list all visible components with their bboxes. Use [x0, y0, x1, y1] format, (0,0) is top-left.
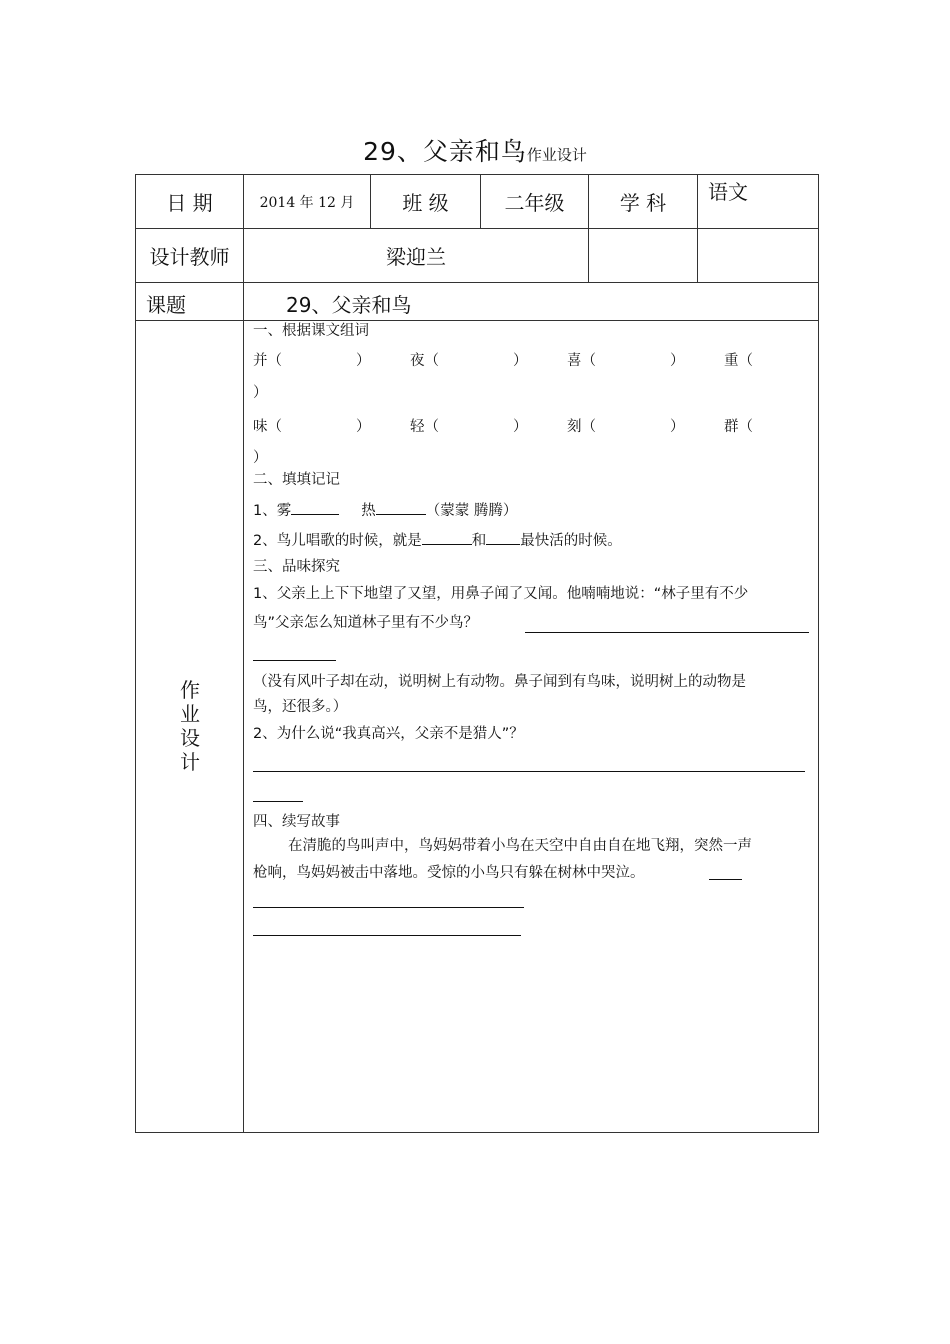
class-label: 班 级: [402, 191, 449, 215]
column-divider: [243, 174, 244, 1133]
bracket-close: ）: [356, 353, 371, 369]
worksheet-table: [135, 174, 819, 1133]
q1-text: 1、雾: [253, 503, 292, 519]
answer-line[interactable]: [253, 907, 524, 908]
q1-options: （蒙蒙 腾腾）: [425, 503, 518, 519]
question-text: 2、为什么说“我真高兴，父亲不是猎人”？: [253, 726, 524, 742]
fill-question-2: [253, 530, 622, 551]
reference-answer: 鸟，还很多。）: [253, 699, 348, 715]
bracket-close: ）: [253, 450, 268, 466]
side-char: 业: [180, 702, 200, 726]
subject-label: 学 科: [619, 191, 667, 215]
title-main: 29、父亲和鸟: [363, 137, 527, 166]
subject-value: 语文: [708, 180, 748, 204]
date-value: 2014 年 12 月: [259, 194, 355, 211]
answer-blank[interactable]: [486, 530, 520, 545]
bracket-close: ）: [356, 419, 371, 435]
word-blank: 喜（: [567, 353, 596, 369]
side-char: 作: [180, 678, 200, 702]
bracket-close: ）: [670, 353, 685, 369]
bracket-close: ）: [670, 419, 685, 435]
section3-heading: 三、品味探究: [253, 559, 340, 575]
bracket-close: ）: [253, 385, 268, 401]
word-blank: 味（: [253, 419, 282, 435]
q1-text: 热: [361, 503, 376, 519]
answer-line[interactable]: [253, 935, 521, 936]
homework-design-label: [178, 678, 202, 774]
word-blank: 并（: [253, 353, 282, 369]
question-text: 1、父亲上上下下地望了又望，用鼻子闻了又闻。他喃喃地说：“林子里有不少: [253, 586, 749, 602]
word-blank: 群（: [724, 419, 753, 435]
date-label: 日 期: [166, 191, 213, 215]
section1-heading: 一、根据课文组词: [253, 323, 369, 339]
question-text: 鸟”父亲怎么知道林子里有不少鸟？: [253, 615, 479, 631]
section2-heading: 二、填填记记: [253, 472, 340, 488]
answer-line[interactable]: [253, 771, 805, 772]
page-title: [0, 132, 950, 168]
word-blank: 重（: [724, 353, 753, 369]
column-divider: [697, 174, 698, 282]
section4-heading: 四、续写故事: [253, 814, 340, 830]
story-prompt: 枪响，鸟妈妈被击中落地。受惊的小鸟只有躲在树林中哭泣。: [253, 865, 645, 881]
teacher-value: 梁迎兰: [386, 245, 446, 269]
answer-blank[interactable]: [291, 500, 339, 515]
topic-label: 课题: [146, 293, 186, 317]
q2-text: 最快活的时候。: [520, 533, 622, 549]
teacher-label: 设计教师: [149, 245, 230, 269]
topic-value: 29、父亲和鸟: [286, 293, 412, 317]
side-char: 设: [180, 726, 200, 750]
q2-text: 和: [471, 533, 487, 549]
row-divider: [135, 282, 819, 283]
word-blank: 轻（: [410, 419, 439, 435]
side-char: 计: [180, 750, 200, 774]
answer-blank[interactable]: [422, 530, 472, 545]
answer-line[interactable]: [253, 801, 303, 802]
answer-line[interactable]: [253, 660, 336, 661]
row-divider: [135, 320, 819, 321]
answer-blank[interactable]: [376, 500, 426, 515]
class-value: 二年级: [504, 191, 565, 215]
word-blank: 夜（: [410, 353, 439, 369]
q2-text: 2、鸟儿唱歌的时候，就是: [253, 533, 422, 549]
story-prompt: 在清脆的鸟叫声中，鸟妈妈带着小鸟在天空中自由自在地飞翔，突然一声: [288, 838, 752, 854]
bracket-close: ）: [513, 419, 528, 435]
word-blank: 刻（: [567, 419, 596, 435]
answer-line[interactable]: [525, 632, 809, 633]
title-suffix: 作业设计: [526, 146, 587, 164]
reference-answer: （没有风叶子却在动，说明树上有动物。鼻子闻到有鸟味，说明树上的动物是: [253, 674, 746, 690]
answer-line[interactable]: [709, 879, 742, 880]
bracket-close: ）: [513, 353, 528, 369]
fill-question-1: [253, 500, 517, 521]
